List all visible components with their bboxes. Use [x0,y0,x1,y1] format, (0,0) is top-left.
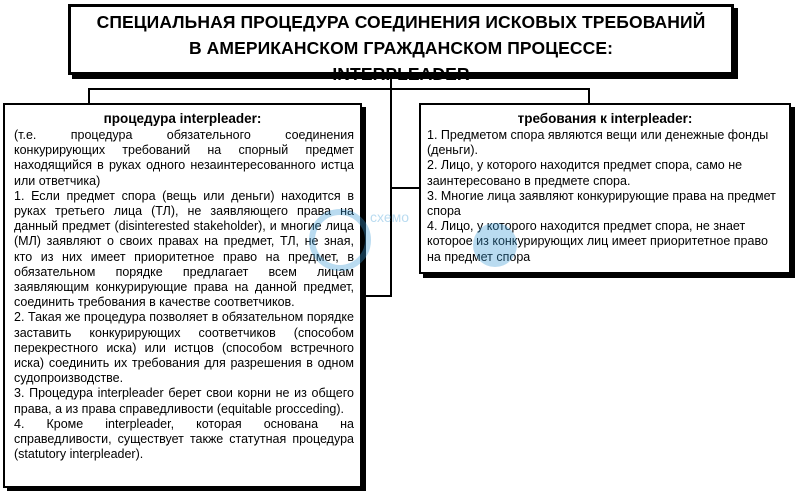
watermark-text: схемо [370,209,410,225]
connector-to-right-box [390,187,421,189]
connector-horizontal-top [88,88,590,90]
connector-left-drop [88,88,90,104]
procedure-point-4: 4. Кроме interpleader, которая основана на справедливости, существует также статутная процедура (statutory interpleader). [14,416,354,462]
requirements-box [419,103,791,274]
title-line-2: В АМЕРИКАНСКОМ ГРАЖДАНСКОМ ПРОЦЕССЕ: [188,38,614,58]
connector-to-left-box [364,295,392,297]
title-line-3: INTERPLEADER [332,64,470,84]
requirement-2: 2. Лицо, у которого находится предмет спора, само не заинтересовано в предмете спора. [427,158,743,188]
requirements-heading: требования к interpleader: [517,111,693,126]
requirement-3: 3. Многие лица заявляют конкурирующие права на предмет спора [427,188,776,219]
procedure-text [5,128,360,462]
procedure-point-2: 2. Такая же процедура позволяет в обязательном порядке заставить конкурирующих соответчиков (способом перекрестного иска) или истцов (способом встречного иска) соединить их требования для разрешения в одном судопроизводстве. [14,310,354,386]
procedure-box [3,103,362,488]
connector-right-drop [588,88,590,104]
requirements-text [421,128,789,265]
procedure-point-1: 1. Если предмет спора (вещь или деньги) находится в руках третьего лица (ТЛ), не заявляющего права на данный предмет (disinterested stakeholder), и многие лица (МЛ) заявляют о своих правах на предмет, ТЛ, не зная, кто из них имеет приоритетное право на предмет, в обязательном порядке предлагает всем лицам заявляющим конкурирующие права на данной предмет, соединить требования в качестве соответчиков. [14,188,354,310]
procedure-point-3: 3. Процедура interpleader берет свои корни не из общего права, а из права справедливости (equitable procceding). [14,386,354,416]
procedure-definition: (т.е. процедура обязательного соединения конкурирующих требований на спорный предмет находящийся в руках одного незаинтересованного истца или ответчика) [14,128,354,188]
procedure-heading: процедура interpleader: [103,111,262,126]
title-line-1: СПЕЦИАЛЬНАЯ ПРОЦЕДУРА СОЕДИНЕНИЯ ИСКОВЫХ ТРЕБОВАНИЙ [96,12,706,32]
requirement-1: 1. Предметом спора являются вещи или денежные фонды (деньги). [427,128,769,158]
requirement-4: 4. Лицо, у которого находится предмет спора, не знает которое из конкурирующих лиц имеет приоритетное право на предмет спора [427,219,768,264]
title-box [68,4,734,84]
